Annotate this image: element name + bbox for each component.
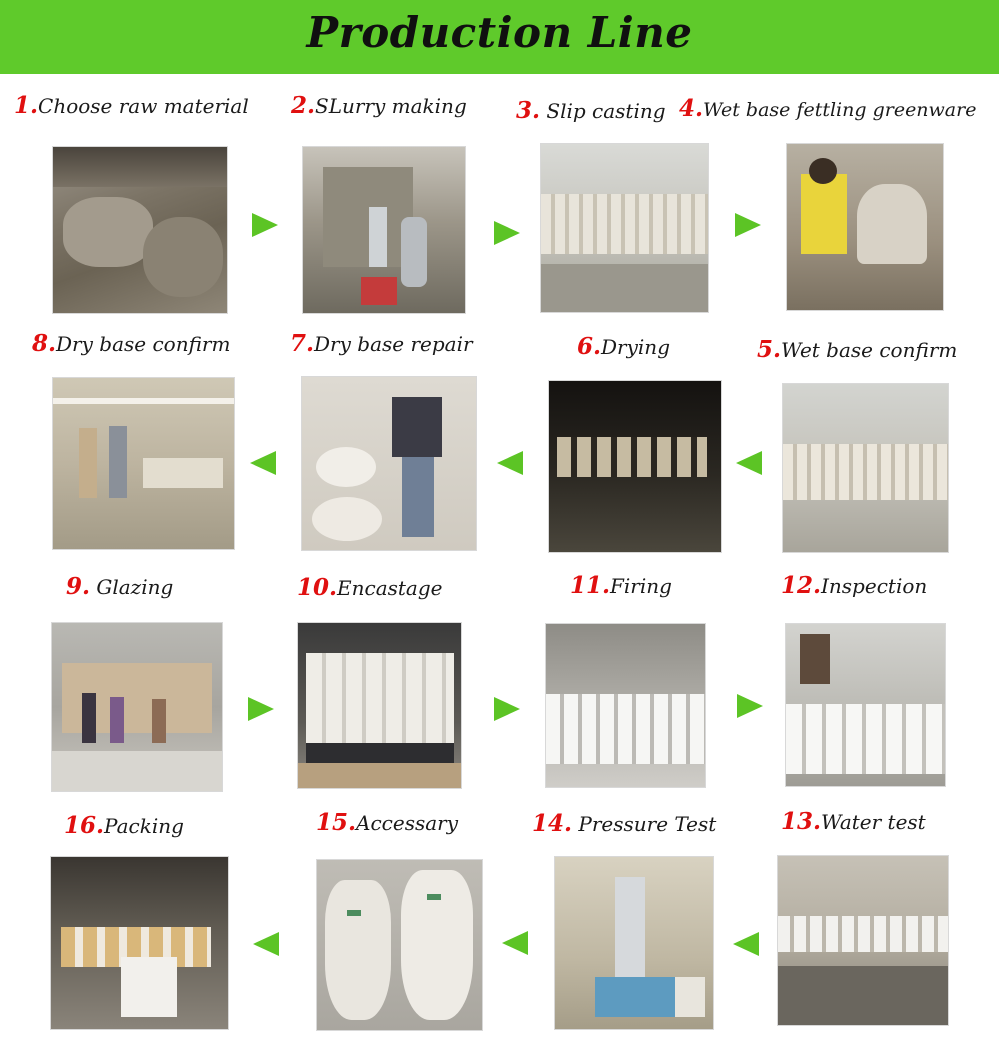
step-number: 16. xyxy=(64,812,105,839)
inspection-floor-photo xyxy=(785,623,946,787)
step-8-label xyxy=(32,330,230,357)
step-16-label xyxy=(64,812,184,839)
flow-arrow-right-icon xyxy=(737,694,763,718)
kiln-car-stack-photo xyxy=(297,622,462,789)
step-number: 7. xyxy=(290,330,315,357)
step-title: Drying xyxy=(601,335,670,359)
raw-material-photo xyxy=(52,146,228,314)
step-number: 11. xyxy=(570,572,611,599)
water-test-photo xyxy=(777,855,949,1026)
flow-arrow-left-icon xyxy=(497,451,523,475)
step-number: 10. xyxy=(297,574,338,601)
step-number: 8. xyxy=(32,330,57,357)
step-title: Wet base confirm xyxy=(781,338,958,362)
step-title: Firing xyxy=(610,574,672,598)
step-number: 13. xyxy=(781,808,822,835)
step-12-label xyxy=(781,572,927,599)
step-10-label xyxy=(297,574,442,601)
step-2-label xyxy=(291,92,467,119)
glazing-booth-photo xyxy=(51,622,223,792)
step-title: Pressure Test xyxy=(578,812,717,836)
flow-arrow-left-icon xyxy=(253,932,279,956)
flow-arrow-right-icon xyxy=(252,213,278,237)
step-title: Inspection xyxy=(821,574,928,598)
step-title: Encastage xyxy=(337,576,443,600)
step-number: 12. xyxy=(781,572,822,599)
wet-base-line-photo xyxy=(782,383,949,553)
step-title: SLurry making xyxy=(315,94,467,118)
step-title: Dry base confirm xyxy=(56,332,231,356)
title-banner xyxy=(0,0,999,74)
step-14-label xyxy=(532,810,716,837)
dry-base-inspection-photo xyxy=(52,377,235,550)
slip-casting-hall-photo xyxy=(540,143,709,313)
step-9-label xyxy=(66,573,173,600)
flow-arrow-right-icon xyxy=(248,697,274,721)
flow-arrow-left-icon xyxy=(250,451,276,475)
step-6-label xyxy=(577,333,670,360)
step-number: 1. xyxy=(14,92,39,119)
step-5-label xyxy=(757,336,957,363)
worker-fettling-photo xyxy=(786,143,944,311)
step-title: Water test xyxy=(821,810,926,834)
flow-arrow-right-icon xyxy=(494,221,520,245)
step-number: 14. xyxy=(532,810,573,837)
toilet-accessory-photo xyxy=(316,859,483,1031)
step-number: 5. xyxy=(757,336,782,363)
flow-arrow-right-icon xyxy=(735,213,761,237)
worker-repair-photo xyxy=(301,376,477,551)
drying-room-photo xyxy=(548,380,722,553)
pressure-test-rig-photo xyxy=(554,856,714,1030)
step-title: Wet base fettling greenware xyxy=(703,99,977,121)
slurry-machine-photo xyxy=(302,146,466,314)
step-title: Packing xyxy=(104,814,184,838)
step-title: Choose raw material xyxy=(38,94,249,118)
step-1-label xyxy=(14,92,249,119)
flow-arrow-left-icon xyxy=(736,451,762,475)
step-15-label xyxy=(316,809,458,836)
step-title: Dry base repair xyxy=(314,332,473,356)
step-number: 15. xyxy=(316,809,357,836)
page-title: Production Line xyxy=(306,8,693,57)
step-number: 6. xyxy=(577,333,602,360)
step-title: Slip casting xyxy=(546,99,666,123)
step-title: Accessary xyxy=(356,811,459,835)
step-number: 2. xyxy=(291,92,316,119)
step-11-label xyxy=(570,572,672,599)
step-4-label xyxy=(679,95,976,122)
step-13-label xyxy=(781,808,926,835)
fired-products-photo xyxy=(545,623,706,788)
flow-arrow-right-icon xyxy=(494,697,520,721)
step-number: 3. xyxy=(516,97,541,124)
packing-boxes-photo xyxy=(50,856,229,1030)
step-number: 4. xyxy=(679,95,704,122)
flow-arrow-left-icon xyxy=(502,931,528,955)
step-3-label xyxy=(516,97,666,124)
step-title: Glazing xyxy=(96,575,174,599)
flow-arrow-left-icon xyxy=(733,932,759,956)
step-number: 9. xyxy=(66,573,91,600)
step-7-label xyxy=(290,330,473,357)
